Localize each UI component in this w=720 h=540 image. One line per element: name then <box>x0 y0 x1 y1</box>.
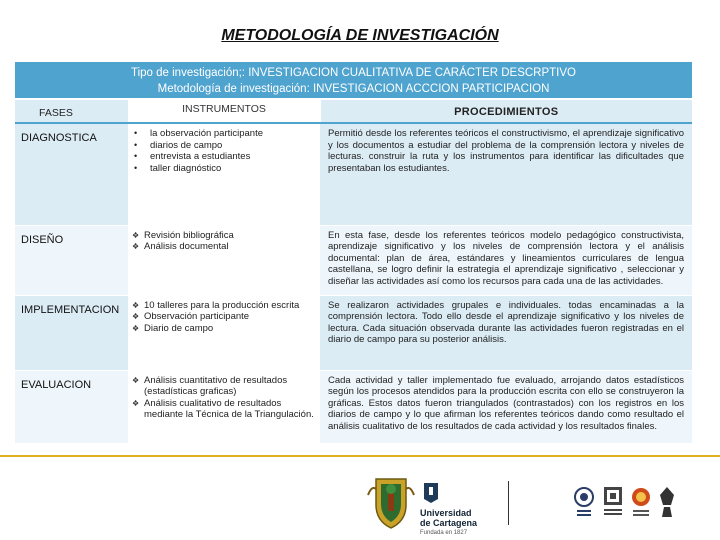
page-title: METODOLOGÍA DE INVESTIGACIÓN <box>221 27 499 44</box>
table-row-diseno <box>15 225 692 295</box>
header-instrumentos: INSTRUMENTOS <box>128 100 320 123</box>
list-item: ❖ Análisis documental <box>132 241 229 252</box>
header-fases: FASES <box>15 100 128 123</box>
table-header-row <box>15 100 692 123</box>
list-item: ❖ 10 talleres para la producción escrita <box>132 299 300 311</box>
university-logo <box>420 481 500 536</box>
instrumentos-cell <box>128 123 320 225</box>
logo-separator <box>508 481 509 525</box>
header-procedimientos: PROCEDIMIENTOS <box>320 100 692 123</box>
procedimiento-cell: Se realizaron actividades grupales e individuales. todas encaminadas a la comprensión lectora. Todo ello desde el aprendizaje significativo y los niveles de lectura. Cada situación observada durante las actividades fueron registradas en el diario de campo para su posterior análisis. <box>320 295 692 370</box>
instrumentos-cell <box>128 225 320 295</box>
university-shield-icon <box>420 481 442 503</box>
footer-divider <box>0 455 720 457</box>
list-item: ❖ Revisión bibliográfica <box>132 229 234 241</box>
procedimiento-cell: Permitió desde los referentes teóricos el constructivismo, el aprendizaje significativo y los documentos a estudiar del problema de la comprensión lectora y niveles de lecturas. construir la ruta y los instrumentos para identificar las dificultades que presentaban los estudiantes. <box>320 123 692 225</box>
instrumentos-cell <box>128 370 320 443</box>
fase-cell: DISEÑO <box>15 225 128 295</box>
methodology-table <box>15 100 692 444</box>
cert-badge-icon <box>630 483 652 523</box>
table-row-implementacion <box>15 295 692 370</box>
list-item: ❖ Observación participante <box>132 311 250 322</box>
research-type-banner <box>15 62 692 98</box>
research-methodology-text: Metodología de investigación: INVESTIGACION ACCCION PARTICIPACION <box>157 83 550 95</box>
instrumentos-cell <box>128 295 320 370</box>
footer-logos <box>0 475 720 535</box>
fase-cell: IMPLEMENTACION <box>15 295 128 370</box>
procedimiento-cell: En esta fase, desde los referentes teóricos modelo pedagógico constructivista, aprendizaje significativo y los niveles de comprensión lectora y el análisis documental: plan de área, estándares y lineamientos curriculares de lengua castellana, se logro definir la estrategia el aprendizaje significativo , seleccionar y diseñar las actividades así como los recursos para cada una de las actividades. <box>320 225 692 295</box>
fase-cell: DIAGNOSTICA <box>15 123 128 225</box>
university-name-2: de Cartagena <box>420 518 478 528</box>
list-item: • la observación participante <box>134 128 264 139</box>
research-type-text: Tipo de investigación;: INVESTIGACION CUALITATIVA DE CARÁCTER DESCRPTIVO <box>131 67 576 79</box>
table-row-diagnostica <box>15 123 692 225</box>
list-item: ❖ Análisis cualitativo de resultados mediante la Técnica de la Triangulación. <box>132 397 314 420</box>
procedimiento-cell: Cada actividad y taller implementado fue evaluado, arrojando datos estadísticos según los procesos atendidos para la producción escrita con ello se construyeron la gráficas. Estos datos fueron triangulados (contrastados) con los registros en los diarios de campo y lo que afirman los referentes teóricos dando como resultado el análisis cualitativo de los resultados de cada actividad y los resultados finales. <box>320 370 692 443</box>
university-founded: Fundada en 1827 <box>420 530 468 536</box>
university-name-1: Universidad <box>420 508 472 518</box>
list-item: • taller diagnóstico <box>134 162 222 174</box>
university-crest-logo <box>366 475 416 531</box>
institution-emblem-icon <box>656 483 678 523</box>
list-item: • diarios de campo <box>134 139 223 151</box>
list-item: • entrevista a estudiantes <box>134 151 251 162</box>
quality-cert-icon <box>602 483 624 523</box>
list-item: ❖ Análisis cuantitativo de resultados (estadísticas graficas) <box>132 374 288 397</box>
accreditation-seal-icon <box>573 483 595 523</box>
list-item: ❖ Diario de campo <box>132 322 214 334</box>
table-row-evaluacion <box>15 370 692 443</box>
fase-cell: EVALUACION <box>15 370 128 443</box>
